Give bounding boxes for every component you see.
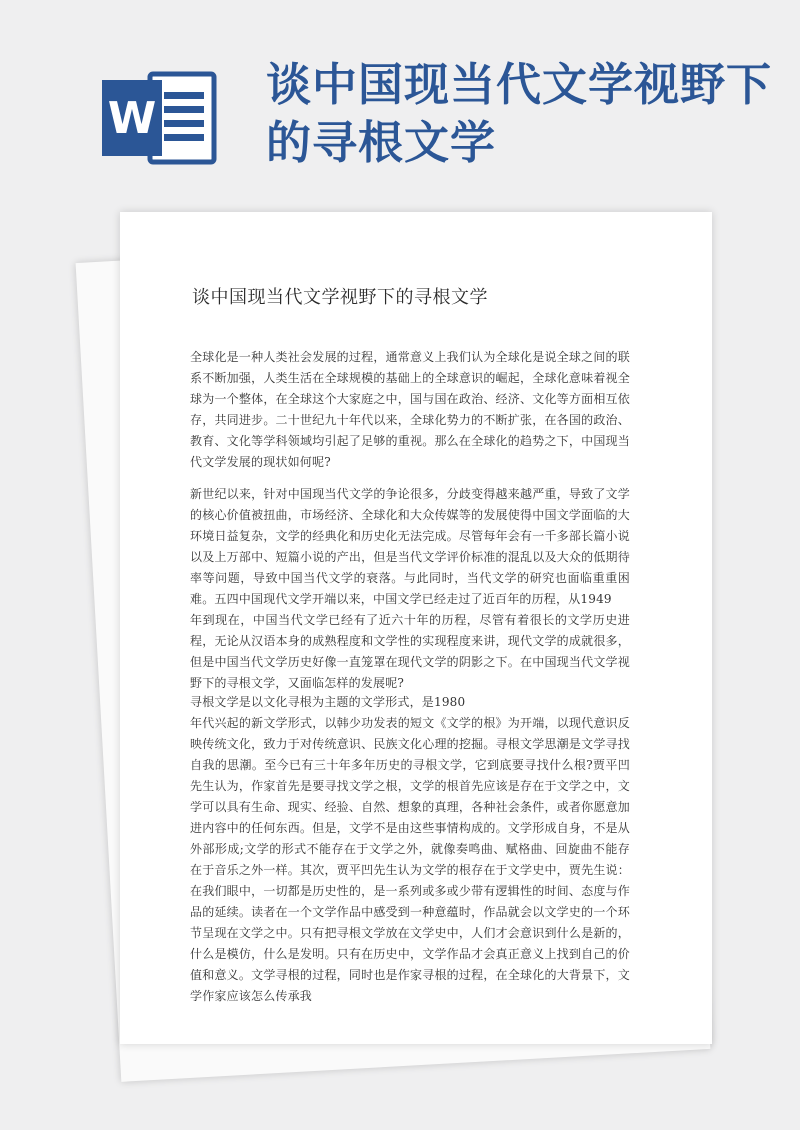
paragraph-1: 全球化是一种人类社会发展的过程，通常意义上我们认为全球化是说全球之间的联系不断加强，人类生活在全球规模的基础上的全球意识的崛起，全球化意味着视全球为一个整体，在全球这个大家庭之中，国与国在政治、经济、文化等方面相互依存，共同进步。二十世纪九十年代以来，全球化势力的不断扩张，在各国的政治、教育、文化等学科领域均引起了足够的重视。那么在全球化的趋势之下，中国现当代文学发展的现状如何呢? [190,350,630,469]
paragraph-2: 新世纪以来，针对中国现当代文学的争论很多，分歧变得越来越严重，导致了文学的核心价值被扭曲，市场经济、全球化和大众传媒等的发展使得中国文学面临的大环境日益复杂，文学的经典化和历史化无法完成。尽管每年会有一千多部长篇小说以及上万部中、短篇小说的产出，但是当代文学评价标准的混乱以及大众的低期待率等问题，导致中国当代文学的衰落。与此同时，当代文学的研究也面临重重困难。五四中国现代文学开端以来，中国文学已经走过了近百年的历程，从1949 年到现在，中国当代文学已经有了近六十年的历程，尽管有着很长的文学历史进程，无论从汉语本身的成熟程度和文学性的实现程度来讲，现代文学的成就很多，但是中国当代文学历史好像一直笼罩在现代文学的阴影之下。在中国现当代文学视野下的寻根文学，又面临怎样的发展呢? [190,487,630,690]
word-icon-letter: W [107,93,157,144]
banner-title: 谈中国现当代文学视野下的寻根文学 [266,58,773,169]
document-title: 谈中国现当代文学视野下的寻根文学 [192,287,488,308]
paragraph-3: 寻根文学是以文化寻根为主题的文学形式，是1980 年代兴起的新文学形式，以韩少功发表的短文《文学的根》为开端，以现代意识反映传统文化，致力于对传统意识、民族文化心理的挖掘。寻根文学思潮是文学寻找自我的思潮。至今已有三十年多年历史的寻根文学，它到底要寻找什么根?贾平凹先生认为，作家首先是要寻找文学之根，文学的根首先应该是存在于文学之中，文学可以具有生命、现实、经验、自然、想象的真理，各种社会条件，或者你愿意加进内容中的任何东西。但是，文学不是由这些事情构成的。文学形成自身，不是从外部形成;文学的形式不能存在于文学之外，就像奏鸣曲、赋格曲、回旋曲不能存在于音乐之外一样。其次，贾平凹先生认为文学的根存在于文学史中，贾先生说：在我们眼中，一切都是历史性的，是一系列或多或少带有逻辑性的时间、态度与作品的延续。读者在一个文学作品中感受到一种意蕴时，作品就会以文学史的一个环节呈现在文学之中。只有把寻根文学放在文学史中，人们才会意识到什么是新的，什么是模仿，什么是发明。只有在历史中，文学作品才会真正意义上找到自己的价值和意义。文学寻根的过程，同时也是作家寻根的过程，在全球化的大背景下，文学作家应该怎么传承我 [190,695,630,1003]
word-document-icon [100,70,218,166]
